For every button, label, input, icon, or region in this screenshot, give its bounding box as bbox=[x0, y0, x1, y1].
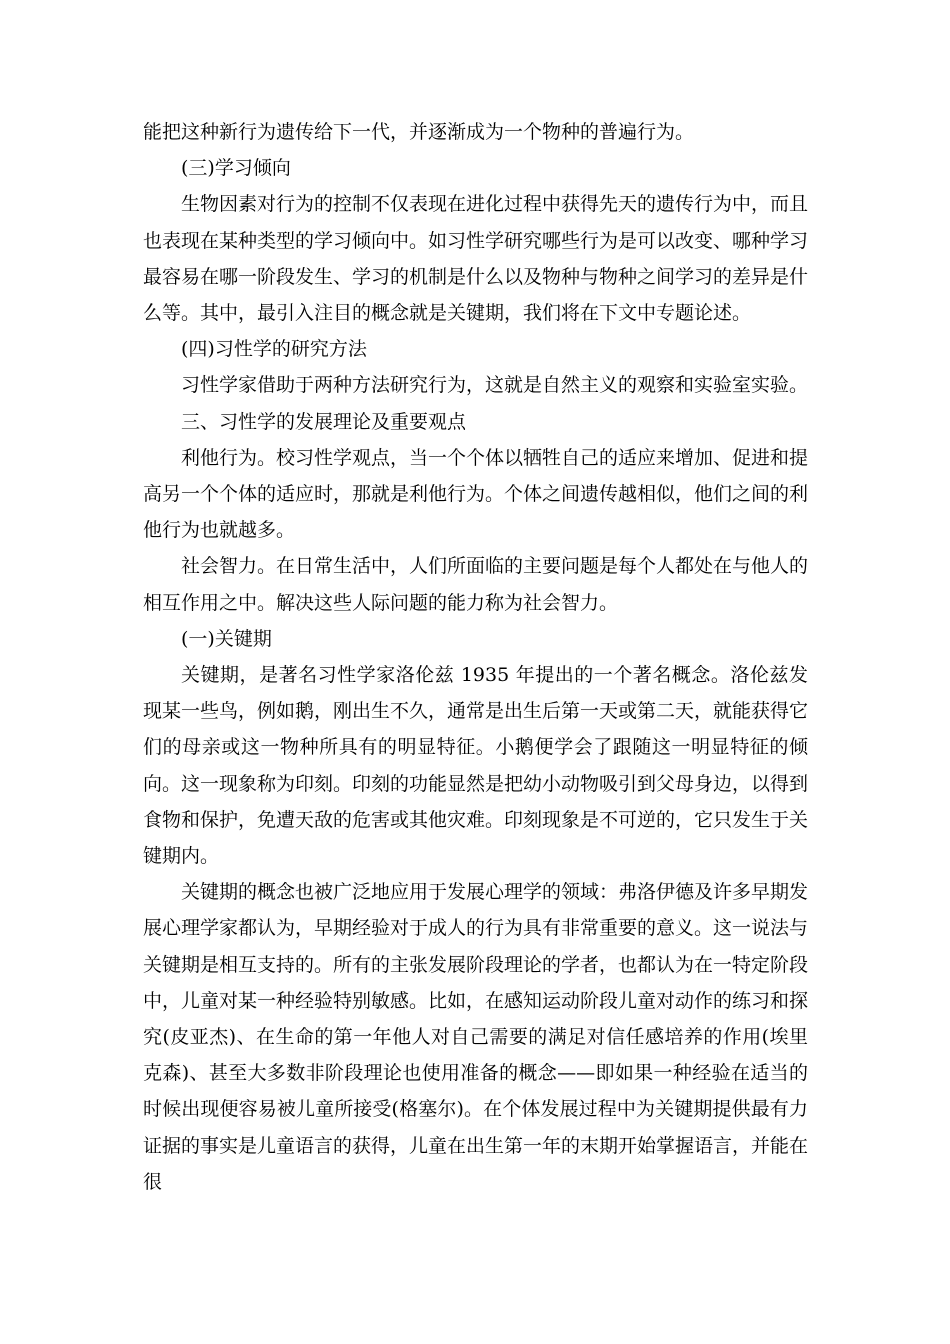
paragraph-continuation: 能把这种新行为遗传给下一代，并逐渐成为一个物种的普遍行为。 bbox=[143, 121, 695, 143]
section-heading-learning-tendency: (三)学习倾向 bbox=[181, 157, 291, 180]
paragraph-social-intelligence: 社会智力。在日常生活中，人们所面临的主要问题是每个人都处在与他人的相互作用之中。解决这些人际问题的能力称为社会智力。 bbox=[143, 555, 809, 614]
section-heading-critical-period: (一)关键期 bbox=[181, 627, 272, 650]
section-heading-theories: 三、习性学的发展理论及重要观点 bbox=[181, 410, 467, 433]
section-heading-research-methods: (四)习性学的研究方法 bbox=[181, 338, 367, 361]
paragraph-critical-period-definition: 关键期，是著名习性学家洛伦兹 1935 年提出的一个著名概念。洛伦兹发现某一些鸟，例如鹅，刚出生不久，通常是出生后第一天或第二天，就能获得它们的母亲或这一物种所具有的明显特征。小鹅便学会了跟随这一明显特征的倾向。这一现象称为印刻。印刻的功能显然是把幼小动物吸引到父母身边，以得到食物和保护，免遭天敌的危害或其他灾难。印刻现象是不可逆的，它只发生于关键期内。 bbox=[143, 664, 809, 868]
document-body bbox=[143, 114, 808, 1200]
paragraph-learning-tendency: 生物因素对行为的控制不仅表现在进化过程中获得先天的遗传行为中，而且也表现在某种类型的学习倾向中。如习性学研究哪些行为是可以改变、哪种学习最容易在哪一阶段发生、学习的机制是什么以及物种与物种之间学习的差异是什么等。其中，最引入注目的概念就是关键期，我们将在下文中专题论述。 bbox=[143, 193, 809, 325]
paragraph-altruism: 利他行为。校习性学观点，当一个个体以牺牲自己的适应来增加、促进和提高另一个个体的适应时，那就是利他行为。个体之间遗传越相似，他们之间的利他行为也就越多。 bbox=[143, 446, 809, 542]
paragraph-critical-period-application: 关键期的概念也被广泛地应用于发展心理学的领域：弗洛伊德及许多早期发展心理学家都认为，早期经验对于成人的行为具有非常重要的意义。这一说法与关键期是相互支持的。所有的主张发展阶段理论的学者，也都认为在一特定阶段中，儿童对某一种经验特别敏感。比如，在感知运动阶段儿童对动作的练习和探究(皮亚杰)、在生命的第一年他人对自己需要的满足对信任感培养的作用(埃里克森)、甚至大多数非阶段理论也使用准备的概念——即如果一种经验在适当的时候出现便容易被儿童所接受(格塞尔)。在个体发展过程中为关键期提供最有力证据的事实是儿童语言的获得，儿童在出生第一年的末期开始掌握语言，并能在很 bbox=[143, 881, 809, 1193]
paragraph-research-methods: 习性学家借助于两种方法研究行为，这就是自然主义的观察和实验室实验。 bbox=[181, 374, 809, 397]
